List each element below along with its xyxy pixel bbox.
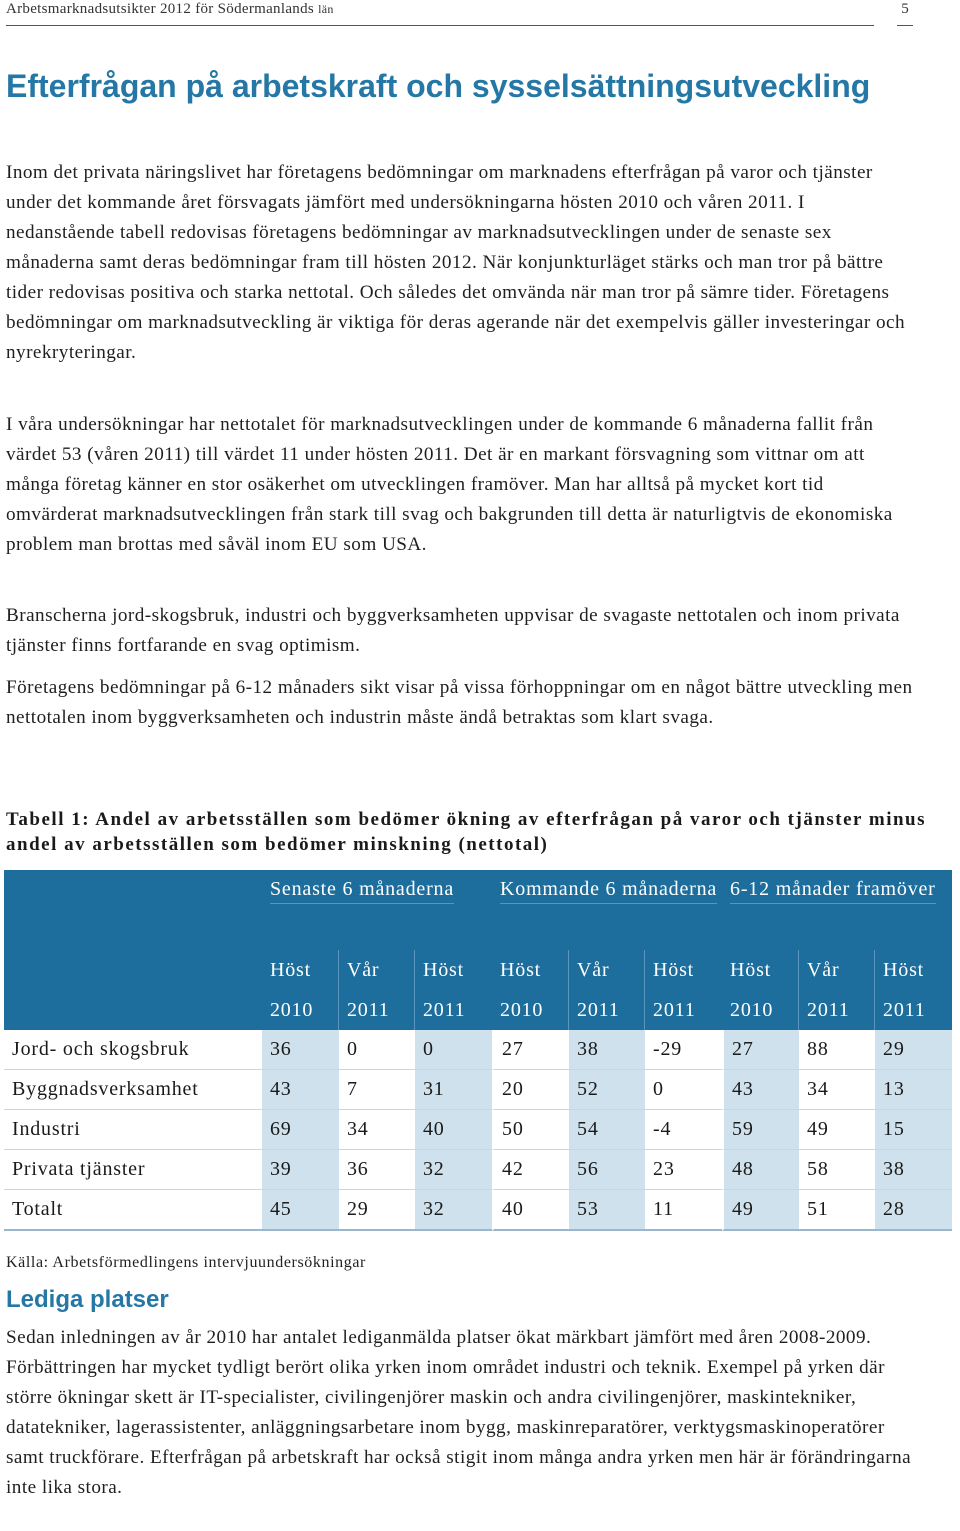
paragraph-2: I våra undersökningar har nettotalet för marknadsutvecklingen under de kommande 6 månaderna fallit från värdet 53 (våren 2011) till värdet 11 under hösten 2011. Det är en markant försvagning som vittnar om att många företag känner en stor osäkerhet om utvecklingen framöver. Man har alltså på mycket kort tid omvärderat marknadsutvecklingen från stark till svag och bakgrunden till detta är naturligtvis de ekonomiska problem man brottas med såväl inom EU som USA. — [6, 414, 893, 555]
table-cell: 32 — [415, 1150, 492, 1190]
section-heading-demand: Efterfrågan på arbetskraft och sysselsättningsutveckling — [6, 68, 871, 104]
table-cell: 34 — [339, 1110, 415, 1150]
year-header: 2011 — [569, 990, 645, 1030]
season-header: Vår — [569, 950, 645, 990]
table-cell: 20 — [492, 1070, 569, 1110]
table-cell: 45 — [262, 1190, 339, 1231]
table-cell: 32 — [415, 1190, 492, 1231]
group-header-label: 6-12 månader framöver — [730, 876, 936, 904]
header-title: Arbetsmarknadsutsikter 2012 för Södermanlands — [6, 1, 315, 17]
table-cell: 43 — [262, 1070, 339, 1110]
table-cell: 54 — [569, 1110, 645, 1150]
table-cell: 29 — [339, 1190, 415, 1231]
running-header — [6, 0, 874, 26]
table-cell: 88 — [799, 1030, 875, 1070]
table-cell: 36 — [339, 1150, 415, 1190]
table-cell: 69 — [262, 1110, 339, 1150]
season-header: Vår — [799, 950, 875, 990]
table-row — [4, 1150, 952, 1190]
table-cell: 49 — [799, 1110, 875, 1150]
section-heading-vacancies: Lediga platser — [6, 1286, 169, 1313]
table-cell: 43 — [722, 1070, 799, 1110]
table-cell: 53 — [569, 1190, 645, 1231]
table-cell: 27 — [492, 1030, 569, 1070]
table-cell: 31 — [415, 1070, 492, 1110]
season-header: Höst — [875, 950, 952, 990]
table-cell: 0 — [645, 1070, 722, 1110]
table-cell: 56 — [569, 1150, 645, 1190]
table-cell: 42 — [492, 1150, 569, 1190]
year-header: 2011 — [415, 990, 492, 1030]
year-header: 2010 — [262, 990, 339, 1030]
table-cell: 7 — [339, 1070, 415, 1110]
table-row — [4, 1110, 952, 1150]
table-cell: 28 — [875, 1190, 952, 1231]
table-cell: 29 — [875, 1030, 952, 1070]
table-cell: 40 — [415, 1110, 492, 1150]
table-cell: 11 — [645, 1190, 722, 1231]
table-source: Källa: Arbetsförmedlingens intervjuundersökningar — [6, 1254, 366, 1271]
row-label: Industri — [4, 1110, 262, 1150]
table-cell: 51 — [799, 1190, 875, 1231]
year-header: 2011 — [645, 990, 722, 1030]
table-cell: 59 — [722, 1110, 799, 1150]
page-number: 5 — [897, 0, 913, 26]
paragraph-1: Inom det privata näringslivet har företagens bedömningar om marknadens efterfrågan på varor och tjänster under det kommande året försvagats jämfört med undersökningarna hösten 2010 och våren 2011. I nedanstående tabell redovisas företagens bedömningar av marknadsutvecklingen under de senaste sex månaderna samt deras bedömningar fram till hösten 2012. När konjunkturläget stärks och man tror på bättre tider redovisas positiva och starka nettotal. Och således det omvända när man tror på sämre tider. Företagens bedömningar om marknadsutveckling är viktiga för deras agerande när det exempelvis gäller investeringar och nyrekryteringar. — [6, 162, 906, 363]
table-row — [4, 1070, 952, 1110]
table-cell: 15 — [875, 1110, 952, 1150]
group-header-label: Senaste 6 månaderna — [270, 876, 454, 904]
table-cell: 40 — [492, 1190, 569, 1231]
table-cell: 52 — [569, 1070, 645, 1110]
table-cell: 34 — [799, 1070, 875, 1110]
table-cell: 50 — [492, 1110, 569, 1150]
table-header-blank — [4, 870, 262, 1030]
paragraph-vacancies: Sedan inledningen av år 2010 har antalet lediganmälda platser ökat märkbart jämfört med åren 2008-2009. Förbättringen har mycket tydligt berört olika yrken inom området industri och teknik. Exempel på yrken där större ökningar skett är IT-specialister, civilingenjörer maskin och andra civilingenjörer, maskintekniker, datatekniker, lagerassistenter, anläggningsarbetare inom bygg, maskinreparatörer, verktygsmaskinoperatörer samt truckförare. Efterfrågan på arbetskraft har också stigit inom många andra yrken men här är förändringarna inte lika stora. — [6, 1327, 912, 1498]
season-header: Höst — [722, 950, 799, 990]
year-header: 2010 — [722, 990, 799, 1030]
row-label: Jord- och skogsbruk — [4, 1030, 262, 1070]
table-cell: 36 — [262, 1030, 339, 1070]
table-cell: 27 — [722, 1030, 799, 1070]
net-figures-table — [4, 870, 952, 1231]
season-header: Höst — [415, 950, 492, 990]
table-cell: 13 — [875, 1070, 952, 1110]
table-cell: 0 — [415, 1030, 492, 1070]
table-cell: 49 — [722, 1190, 799, 1231]
table-cell: -29 — [645, 1030, 722, 1070]
table-cell: 0 — [339, 1030, 415, 1070]
row-label: Totalt — [4, 1190, 262, 1231]
row-label: Privata tjänster — [4, 1150, 262, 1190]
year-header: 2011 — [875, 990, 952, 1030]
season-header: Vår — [339, 950, 415, 990]
table-caption: Tabell 1: Andel av arbetsställen som bedömer ökning av efterfrågan på varor och tjänster minus andel av arbetsställen som bedömer minskning (nettotal) — [6, 809, 927, 855]
table-cell: 48 — [722, 1150, 799, 1190]
group-header-future — [722, 870, 952, 950]
header-title-tail: län — [318, 2, 334, 16]
row-label: Byggnadsverksamhet — [4, 1070, 262, 1110]
year-header: 2011 — [339, 990, 415, 1030]
table-cell: 23 — [645, 1150, 722, 1190]
season-header: Höst — [262, 950, 339, 990]
group-header-next — [492, 870, 722, 950]
table-cell: 38 — [875, 1150, 952, 1190]
season-header: Höst — [492, 950, 569, 990]
table-cell: -4 — [645, 1110, 722, 1150]
table-cell: 39 — [262, 1150, 339, 1190]
group-header-label: Kommande 6 månaderna — [500, 876, 717, 904]
paragraph-4: Företagens bedömningar på 6-12 månaders sikt visar på vissa förhoppningar om en något bättre utveckling men nettotalen inom byggverksamheten och industrin måste ändå betraktas som klart svaga. — [6, 677, 913, 728]
table-row — [4, 1030, 952, 1070]
year-header: 2010 — [492, 990, 569, 1030]
table-cell: 38 — [569, 1030, 645, 1070]
paragraph-3: Branscherna jord-skogsbruk, industri och byggverksamheten uppvisar de svagaste nettotalen och inom privata tjänster finns fortfarande en svag optimism. — [6, 605, 900, 656]
table-row — [4, 1190, 952, 1231]
year-header: 2011 — [799, 990, 875, 1030]
season-header: Höst — [645, 950, 722, 990]
table-cell: 58 — [799, 1150, 875, 1190]
group-header-past — [262, 870, 492, 950]
